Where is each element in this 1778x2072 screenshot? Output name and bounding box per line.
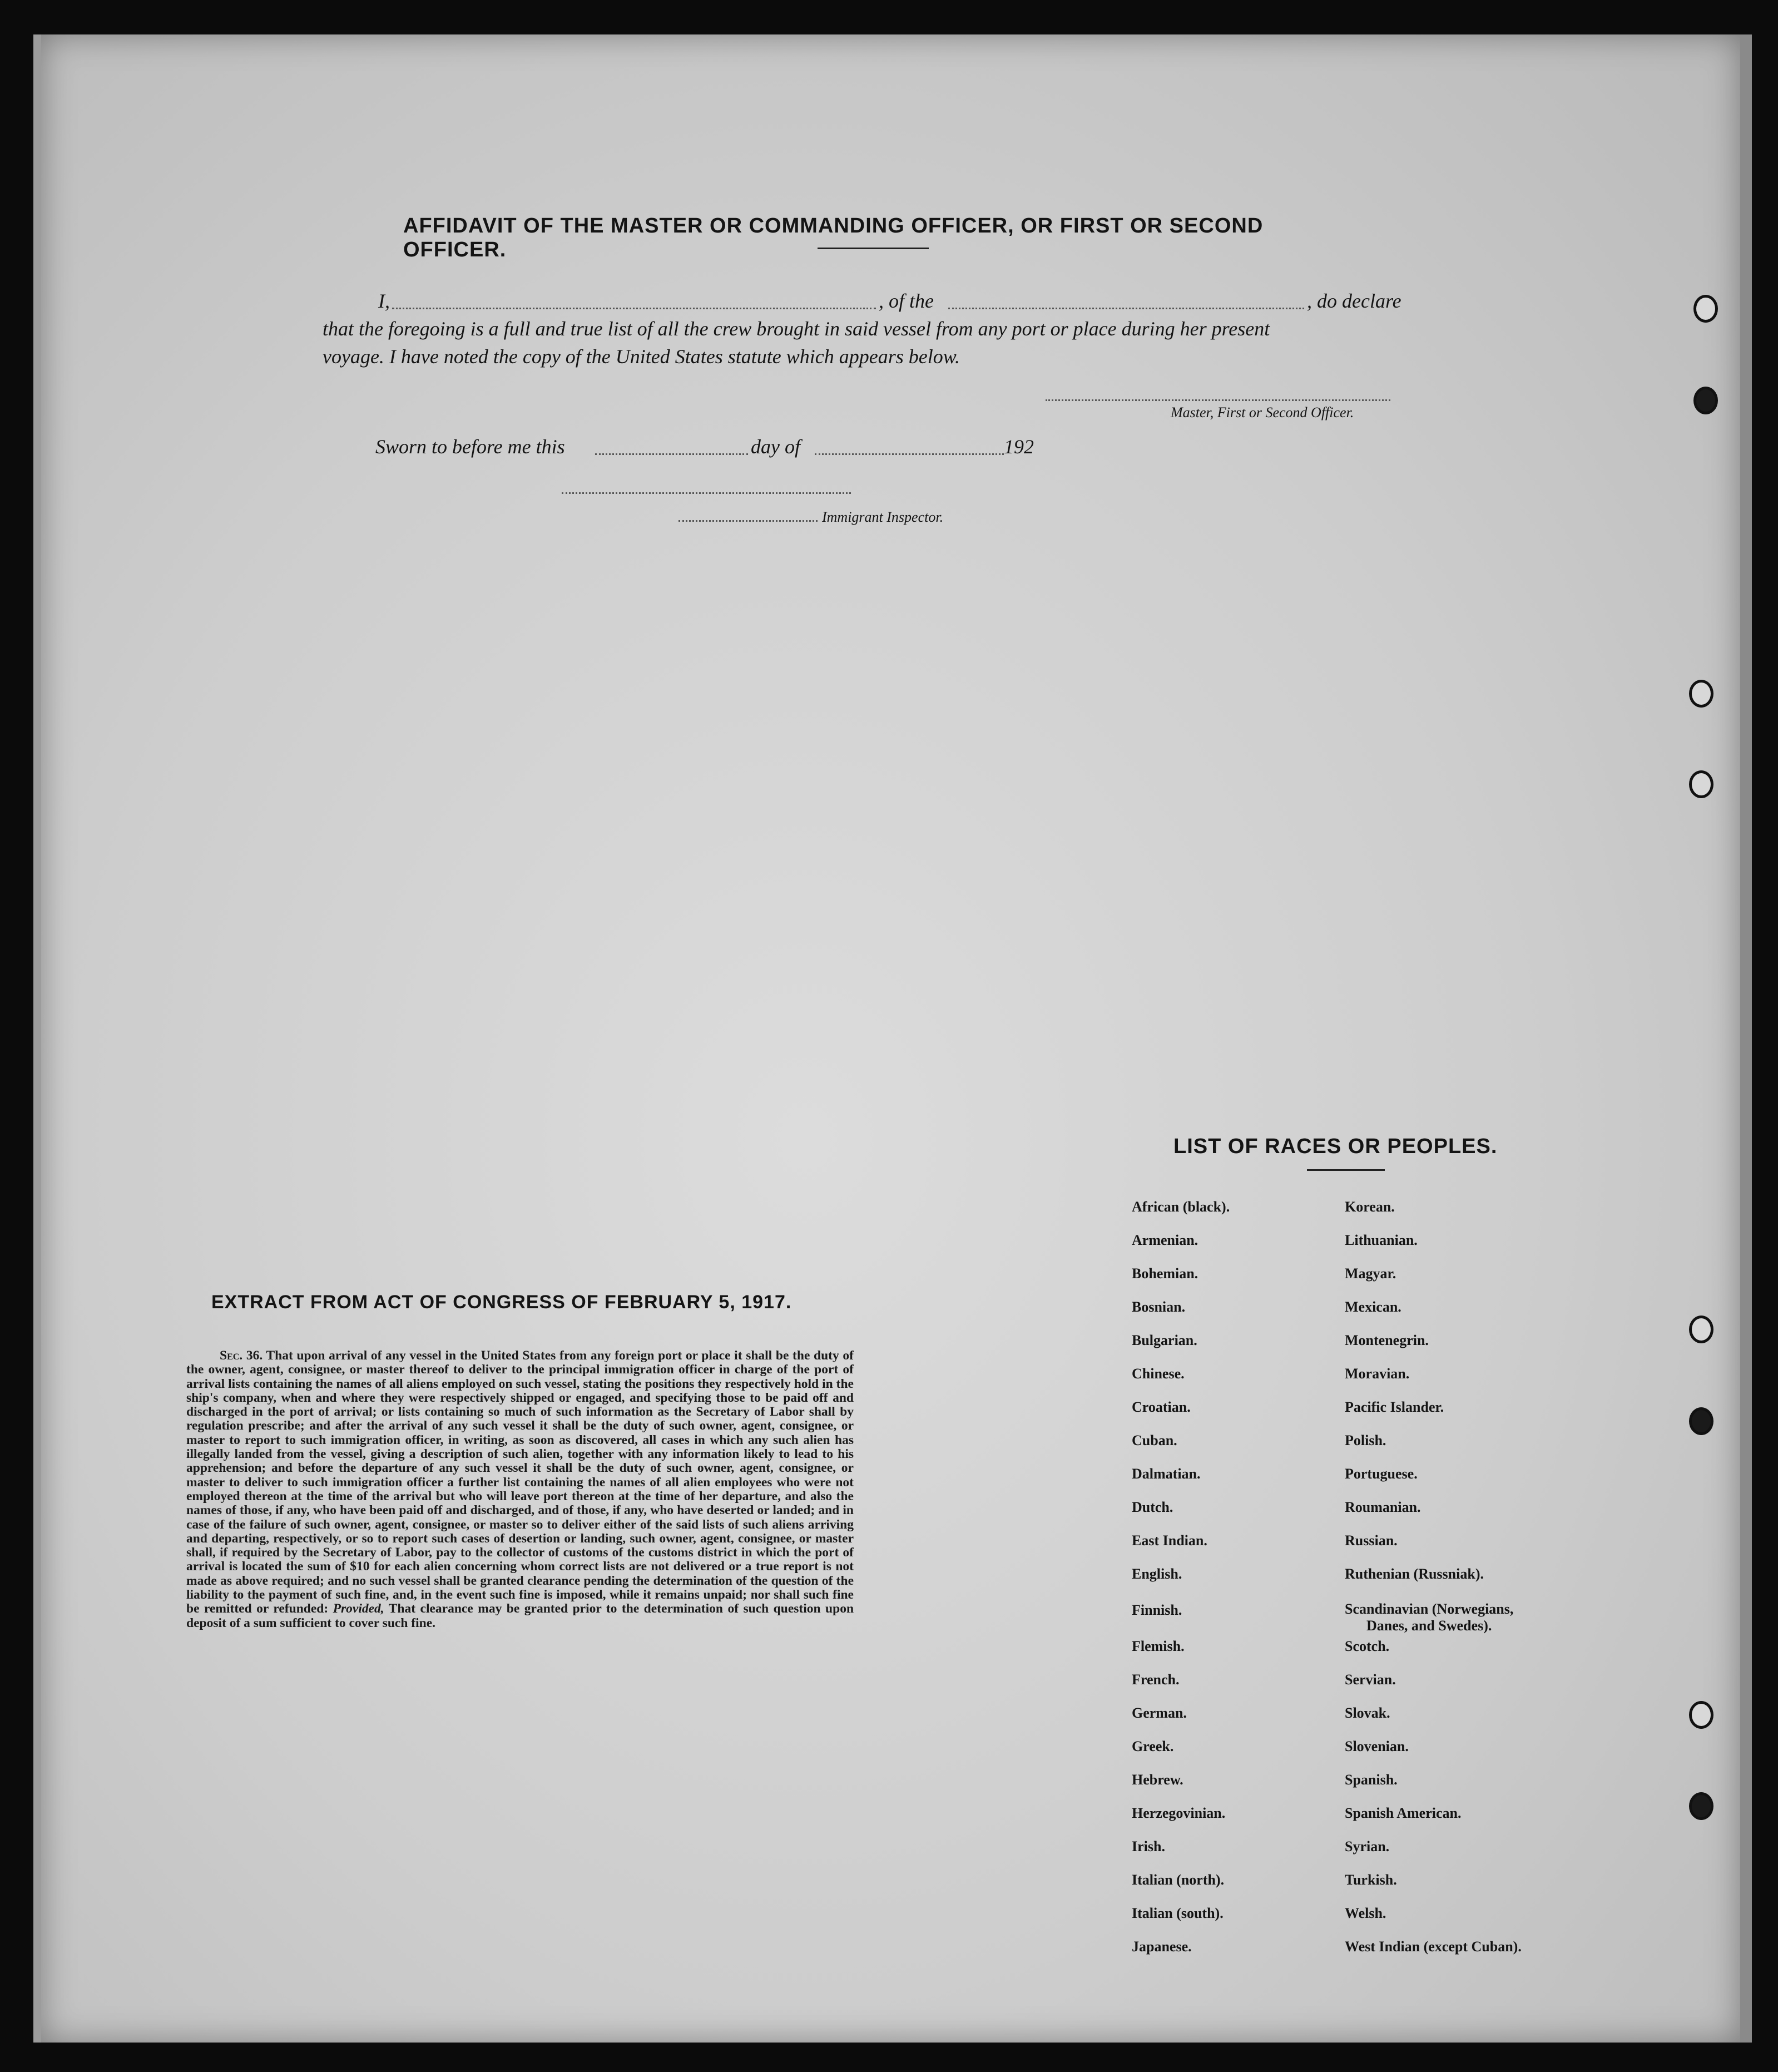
race-item: Scandinavian (Norwegians, Danes, and Swedes). <box>1345 1601 1514 1634</box>
punch-hole <box>1689 1407 1713 1435</box>
title-underline <box>818 248 929 249</box>
race-item: Slovenian. <box>1345 1738 1409 1754</box>
races-title-underline <box>1307 1169 1385 1171</box>
race-item: Scotch. <box>1345 1638 1390 1654</box>
master-name-field[interactable] <box>392 308 876 309</box>
punch-hole <box>1689 680 1713 708</box>
race-item: Pacific Islander. <box>1345 1399 1444 1415</box>
race-item: Croatian. <box>1132 1399 1191 1415</box>
race-item: Montenegrin. <box>1345 1332 1429 1348</box>
race-item: African (black). <box>1132 1199 1230 1215</box>
race-item: Moravian. <box>1345 1366 1410 1382</box>
inspector-signature-field[interactable] <box>562 492 851 494</box>
race-item: Hebrew. <box>1132 1772 1183 1788</box>
race-item: West Indian (except Cuban). <box>1345 1939 1522 1955</box>
race-item: Cuban. <box>1132 1432 1177 1448</box>
race-item: East Indian. <box>1132 1532 1207 1549</box>
inspector-caption: Immigrant Inspector. <box>822 509 944 525</box>
race-item: Welsh. <box>1345 1905 1386 1921</box>
affidavit-of-the-label: , of the <box>879 290 934 312</box>
vessel-name-field[interactable] <box>948 308 1304 309</box>
proviso-text: That clearance may be granted prior to the determination of such question upon deposit of a sum sufficient to cover such fine. <box>186 1601 854 1630</box>
race-item: Lithuanian. <box>1345 1232 1418 1248</box>
extract-title: EXTRACT FROM ACT OF CONGRESS OF FEBRUARY 5, 1917. <box>211 1292 792 1313</box>
race-item: Servian. <box>1345 1672 1396 1688</box>
race-item: Spanish. <box>1345 1772 1398 1788</box>
race-item: English. <box>1132 1566 1182 1582</box>
race-item: Italian (south). <box>1132 1905 1224 1921</box>
race-item: Armenian. <box>1132 1232 1198 1248</box>
punch-hole <box>1689 1316 1713 1343</box>
affidavit-i-label: I, <box>378 290 390 312</box>
affidavit-title: AFFIDAVIT OF THE MASTER OR COMMANDING OFFICER, OR FIRST OR SECOND OFFICER. <box>403 214 1264 261</box>
proviso-label: Provided, <box>333 1601 384 1616</box>
race-item: Japanese. <box>1132 1939 1192 1955</box>
punch-hole <box>1689 770 1713 798</box>
race-item: Syrian. <box>1345 1838 1390 1855</box>
race-item: Bulgarian. <box>1132 1332 1197 1348</box>
race-item: Italian (north). <box>1132 1872 1225 1888</box>
race-item: Magyar. <box>1345 1265 1396 1282</box>
section-label: Sec. 36. <box>220 1348 263 1363</box>
race-item: Ruthenian (Russniak). <box>1345 1566 1484 1582</box>
race-item: Russian. <box>1345 1532 1398 1549</box>
sworn-month-field[interactable] <box>815 453 1004 455</box>
race-item: Turkish. <box>1345 1872 1397 1888</box>
sworn-day-field[interactable] <box>595 453 748 455</box>
affidavit-line-2: that the foregoing is a full and true list of all the crew brought in said vessel from any port or place during her present <box>323 318 1270 340</box>
race-item: Polish. <box>1345 1432 1386 1448</box>
race-item: Herzegovinian. <box>1132 1805 1226 1821</box>
punch-hole <box>1693 387 1718 414</box>
race-item: Roumanian. <box>1345 1499 1421 1515</box>
races-title: LIST OF RACES OR PEOPLES. <box>1173 1135 1498 1158</box>
race-item: Bosnian. <box>1132 1299 1186 1315</box>
race-item: Dutch. <box>1132 1499 1173 1515</box>
section-text: That upon arrival of any vessel in the United States from any foreign port or place it shall be the duty of the owner, agent, consignee, or master thereof to deliver to the principal immigration officer in charge of the port of arrival lists containing the names of all aliens employed on such vessel, stating the positions they respectively hold in the ship's company, when and where they were respectively shipped or engaged, and specifying those to be paid off and discharged in the port of arrival; or lists containing so much of such information as the Secretary of Labor shall by regulation prescribe; and after the arrival of any such vessel it shall be the duty of such owner, agent, consignee, or master to report to such immigration officer, in writing, as soon as discovered, all cases in which any such alien has illegally landed from the vessel, giving a description of such alien, together with any information likely to lead to his apprehension; and before the departure of any such vessel it shall be the duty of such owner, agent, consignee, or master to deliver to such immigration officer a further list containing the names of all alien employees who were not employed thereon at the time of the arrival but who will leave port thereon at the time of her departure, and also the names of those, if any, who have been paid off and discharged, and of those, if any, who have deserted or landed; and in case of the failure of such owner, agent, consignee, or master so to deliver either of the said lists of such aliens arriving and departing, respectively, or so to report such cases of desertion or landing, such owner, agent, consignee, or master shall, if required by the Secretary of Labor, pay to the collector of customs of the customs district in which the port of arrival is located the sum of $10 for each alien concerning whom correct lists are not delivered or a true report is not made as above required; and no such vessel shall be granted clearance pending the determination of the question of the liability to the payment of such fine, and, in the event such fine is imposed, while it remains unpaid; nor shall such fine be remitted or refunded: <box>186 1348 854 1616</box>
race-item: Greek. <box>1132 1738 1174 1754</box>
race-item: Irish. <box>1132 1838 1165 1855</box>
race-item: Finnish. <box>1132 1602 1182 1618</box>
race-item: French. <box>1132 1672 1180 1688</box>
race-item: Chinese. <box>1132 1366 1185 1382</box>
race-item: Korean. <box>1345 1199 1395 1215</box>
affidavit-line-3: voyage. I have noted the copy of the United States statute which appears below. <box>323 345 960 368</box>
punch-hole <box>1689 1792 1713 1820</box>
inspector-signature-field-2 <box>678 520 818 522</box>
race-item: Dalmatian. <box>1132 1466 1201 1482</box>
day-of-label: day of <box>751 436 800 458</box>
race-item: Slovak. <box>1345 1705 1390 1721</box>
punch-hole <box>1689 1701 1713 1729</box>
affidavit-declare-label: , do declare <box>1307 290 1401 312</box>
race-item: Spanish American. <box>1345 1805 1462 1821</box>
race-item: Mexican. <box>1345 1299 1401 1315</box>
sworn-label: Sworn to before me this <box>375 436 565 458</box>
race-item: Flemish. <box>1132 1638 1185 1654</box>
master-caption: Master, First or Second Officer. <box>1171 404 1354 421</box>
race-item: Bohemian. <box>1132 1265 1198 1282</box>
master-signature-field[interactable] <box>1046 399 1390 401</box>
race-item: German. <box>1132 1705 1187 1721</box>
punch-hole <box>1693 295 1718 323</box>
race-item: Portuguese. <box>1345 1466 1418 1482</box>
extract-body <box>186 1349 854 1630</box>
year-label: 192 <box>1004 436 1034 458</box>
